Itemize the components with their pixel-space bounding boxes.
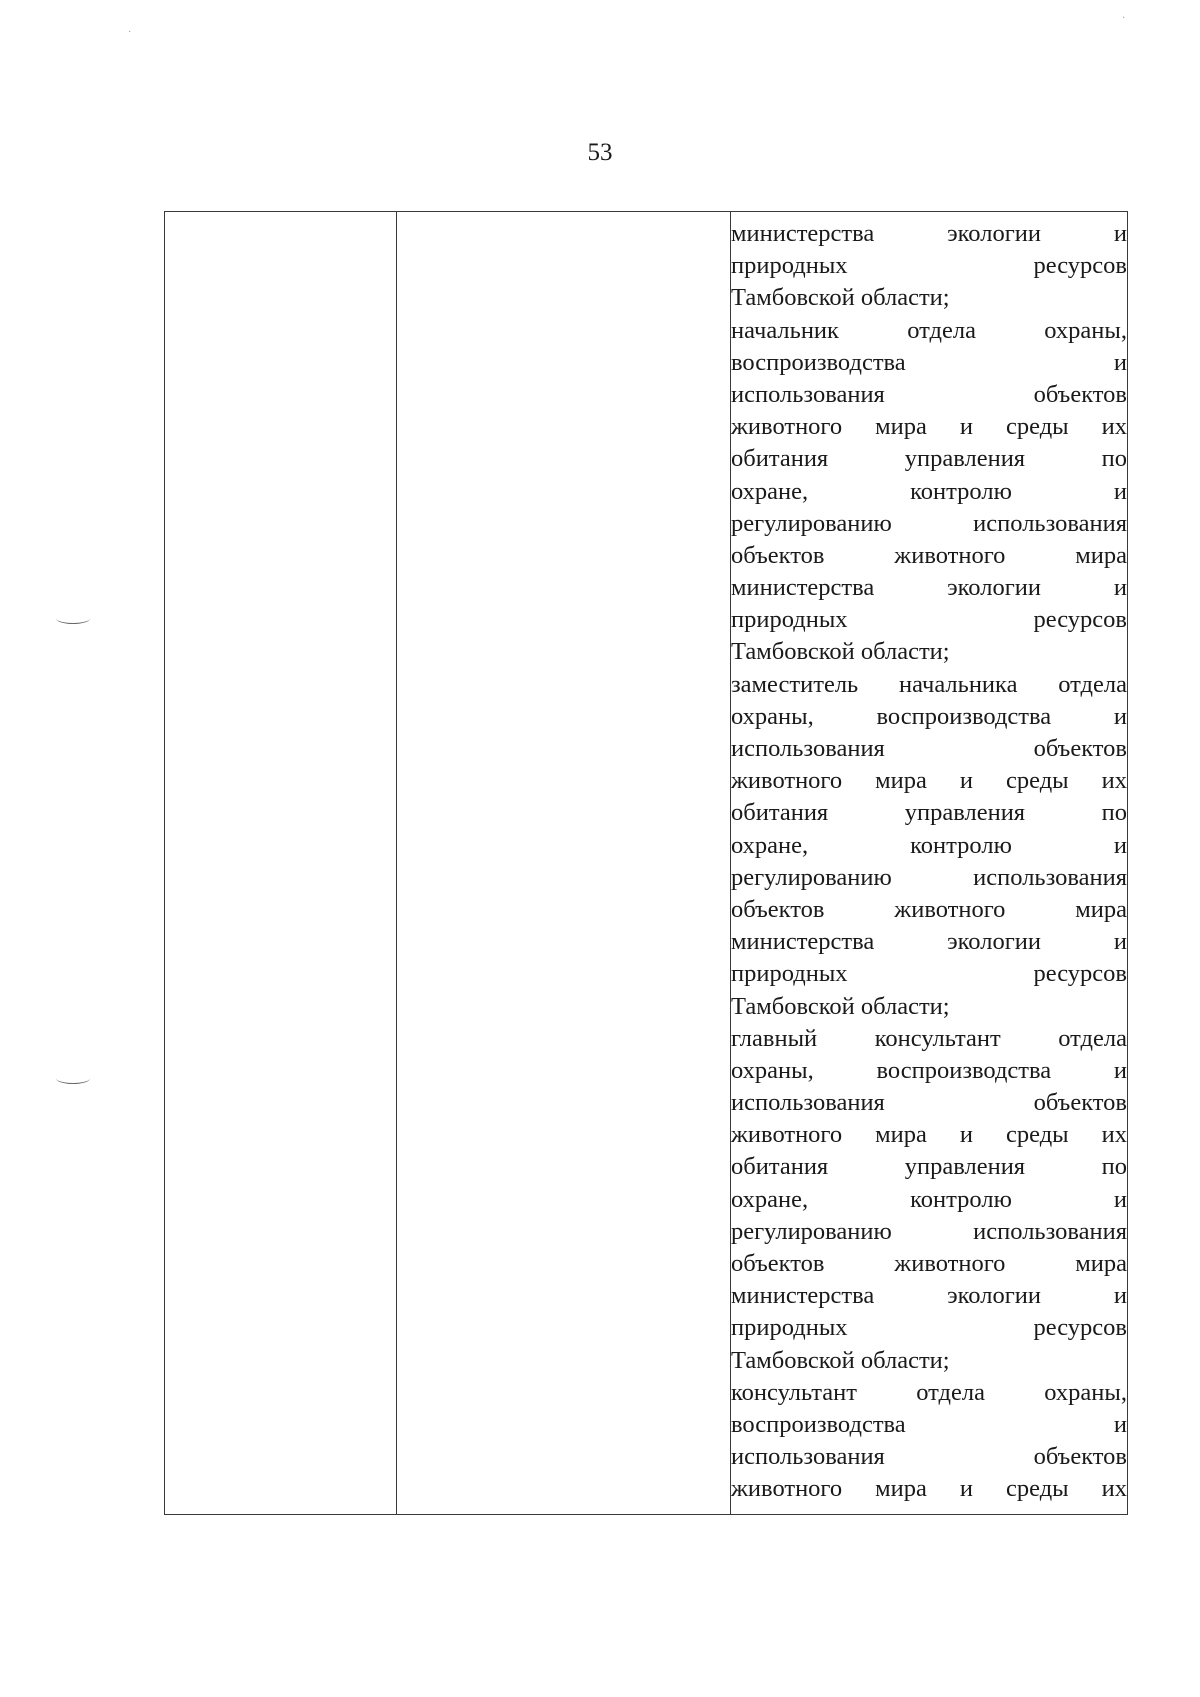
text-line: Тамбовской области; (731, 1346, 950, 1374)
text-line: объектов животного мира (731, 1250, 1127, 1277)
text-line: охране, контролю и (731, 1185, 1127, 1213)
text-line: начальник отдела охраны, (731, 316, 1127, 344)
text-line: животного мира и среды их (731, 1475, 1127, 1503)
table-row (165, 212, 1128, 1515)
scan-speck-1: · (128, 27, 132, 38)
text-line: природных ресурсов (731, 1314, 1127, 1342)
text-line: обитания управления по (731, 445, 1127, 473)
text-line: консультант отдела охраны, (731, 1378, 1127, 1406)
text-line: Тамбовской области; (731, 992, 950, 1020)
text-line: регулированию использования (731, 863, 1127, 891)
text-line: животного мира и среды их (731, 767, 1127, 795)
text-line: использования объектов (731, 1089, 1127, 1117)
scan-speck-2: · (1122, 13, 1126, 24)
document-table (164, 211, 1128, 1515)
text-line: природных ресурсов (731, 606, 1127, 634)
text-line: природных ресурсов (731, 960, 1127, 988)
text-line: природных ресурсов (731, 252, 1127, 280)
text-line: министерства экологии и (731, 928, 1127, 956)
text-line: объектов животного мира (731, 541, 1127, 569)
page-number: 53 (587, 139, 613, 166)
text-line: Тамбовской области; (731, 638, 950, 666)
text-line: Тамбовской области; (731, 284, 950, 312)
text-line: заместитель начальника отдела (731, 670, 1127, 698)
text-line: министерства экологии и (731, 574, 1127, 602)
text-line: охране, контролю и (731, 477, 1127, 505)
table-cell-empty-2 (397, 212, 731, 1515)
text-line: регулированию использования (731, 509, 1127, 537)
table-cell-responsible-list (731, 212, 1128, 1515)
text-line: обитания управления по (731, 1153, 1127, 1181)
text-line: использования объектов (731, 1443, 1127, 1471)
text-line: использования объектов (731, 735, 1127, 762)
scan-artifact-mark-2 (56, 1073, 90, 1084)
responsible-officials-text (731, 212, 1127, 1506)
text-line: животного мира и среды их (731, 1121, 1127, 1149)
text-line: обитания управления по (731, 799, 1127, 827)
text-line: охране, контролю и (731, 831, 1127, 859)
text-line: охраны, воспроизводства и (731, 702, 1127, 730)
text-line: воспроизводства и (731, 1410, 1127, 1438)
scan-artifact-mark-1 (56, 613, 90, 624)
text-line: животного мира и среды их (731, 413, 1127, 441)
text-line: министерства экологии и (731, 220, 1127, 247)
text-line: охраны, воспроизводства и (731, 1056, 1127, 1084)
text-line: регулированию использования (731, 1217, 1127, 1245)
text-line: объектов животного мира (731, 895, 1127, 923)
text-line: воспроизводства и (731, 348, 1127, 376)
text-line: министерства экологии и (731, 1282, 1127, 1310)
table-cell-empty-1 (165, 212, 397, 1515)
text-line: использования объектов (731, 380, 1127, 408)
text-line: главный консультант отдела (731, 1024, 1127, 1052)
